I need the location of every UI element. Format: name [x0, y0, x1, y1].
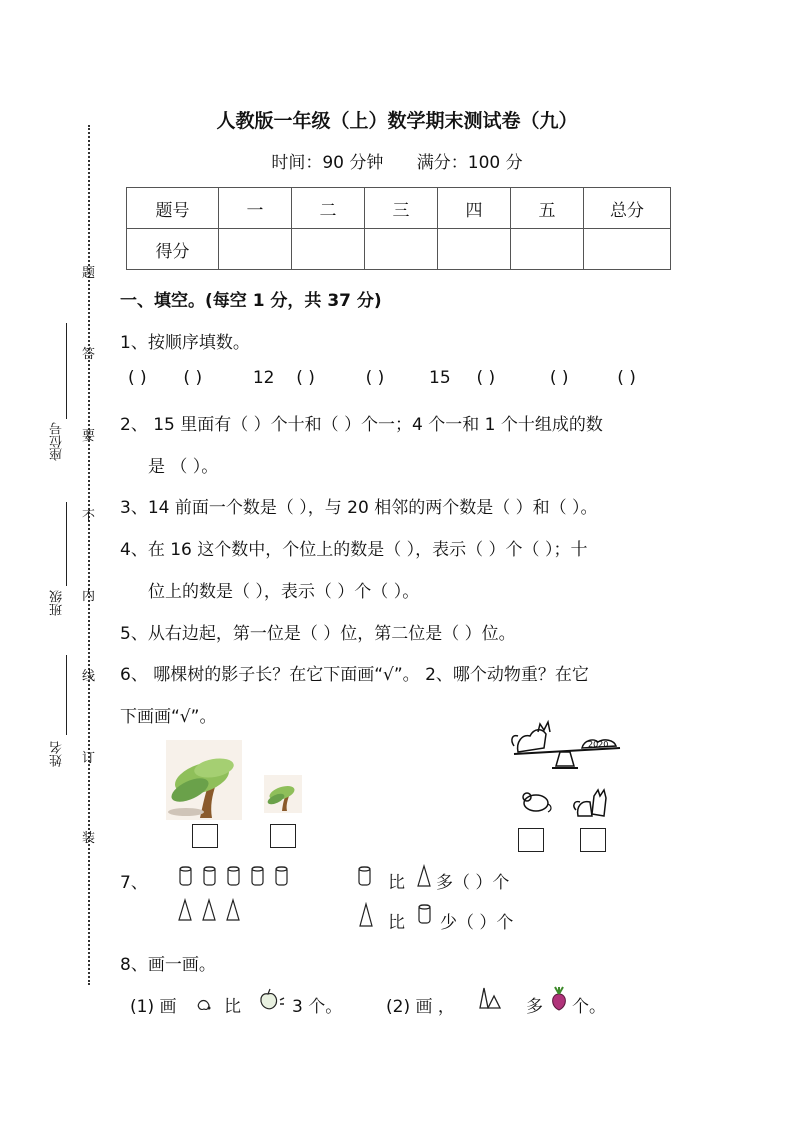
svg-text:2020: 2020	[588, 740, 609, 749]
sequence-number: 15	[429, 368, 451, 388]
sequence-blank: ( )	[476, 368, 496, 388]
sequence-blank: ( )	[549, 368, 569, 388]
binding-char: 内	[82, 589, 96, 604]
question-7a-tail: 多（ ）个	[436, 873, 510, 893]
binding-char: 订	[82, 751, 96, 766]
class-underline	[66, 502, 67, 586]
radish-icon	[548, 986, 570, 1012]
cone-pair-icon	[478, 986, 502, 1012]
question-1-sequence	[128, 368, 657, 388]
table-header-cell: 总分	[584, 188, 671, 229]
score-cell[interactable]	[584, 229, 671, 270]
name-label: 姓名	[50, 741, 65, 767]
question-8-2-prefix: (2) 画 ，	[386, 997, 455, 1017]
binding-dotted-line	[88, 125, 90, 985]
question-8-1-prefix: (1) 画	[130, 997, 177, 1017]
score-cell[interactable]	[438, 229, 511, 270]
mouse-image	[518, 790, 552, 814]
question-8-2-tail: 多	[526, 997, 543, 1017]
small-tree-image	[264, 775, 302, 813]
cone-icon	[358, 902, 374, 928]
class-label: 班级	[50, 590, 65, 616]
question-2-line-2: 是 （ ）。	[148, 457, 219, 477]
balance-scale-image	[508, 718, 624, 774]
section-heading: 一、填空。(每空 1 分，共 37 分)	[120, 291, 382, 311]
binding-char: 要	[82, 429, 96, 444]
seat-label: 座位号	[50, 422, 65, 461]
table-row-label: 得分	[127, 229, 219, 270]
binding-char: 不	[82, 509, 96, 524]
page-title: 人教版一年级（上）数学期末测试卷（九）	[216, 110, 578, 132]
binding-char: 题	[82, 266, 96, 281]
binding-char: 答	[82, 347, 96, 362]
question-4-line-2: 位上的数是（ ），表示（ ）个（ ）。	[148, 582, 420, 602]
answer-box[interactable]	[580, 828, 606, 852]
question-8-2-end: 个。	[572, 997, 606, 1017]
cylinder-icon	[418, 902, 432, 926]
score-cell[interactable]	[511, 229, 584, 270]
seat-underline	[66, 323, 67, 419]
exam-full-score: 满分：100 分	[416, 153, 523, 173]
cone-icon	[416, 864, 432, 888]
exam-info	[0, 148, 794, 173]
table-header-cell: 三	[365, 188, 438, 229]
table-row	[127, 188, 671, 229]
question-6-line-2: 下画画“√”。	[120, 707, 217, 727]
apple-icon	[258, 988, 292, 1012]
peach-icon	[196, 996, 212, 1012]
question-8-1-tail: 3 个。	[292, 997, 343, 1017]
sequence-blank: ( )	[617, 368, 636, 388]
question-8: 8、画一画。	[120, 955, 216, 975]
cylinder-icon	[358, 864, 372, 888]
cat-image	[572, 786, 612, 818]
question-5: 5、从右边起，第一位是（ ）位，第二位是（ ）位。	[120, 624, 516, 644]
sequence-blank: ( )	[296, 368, 315, 388]
answer-box[interactable]	[192, 824, 218, 848]
question-2-line-1: 2、 15 里面有（ ）个十和（ ）个一；4 个一和 1 个十组成的数	[120, 415, 603, 435]
answer-box[interactable]	[270, 824, 296, 848]
binding-char: 装	[82, 831, 96, 846]
question-8-1-compare: 比	[224, 997, 241, 1017]
big-tree-image	[166, 740, 242, 820]
sequence-blank: ( )	[365, 368, 385, 388]
score-cell[interactable]	[365, 229, 438, 270]
question-7b-compare: 比	[388, 913, 405, 933]
sequence-blank: ( )	[128, 368, 147, 388]
table-header-cell: 一	[219, 188, 292, 229]
question-7-number: 7、	[120, 873, 148, 893]
question-1: 1、按顺序填数。	[120, 333, 250, 353]
table-row	[127, 229, 671, 270]
question-7a-compare: 比	[388, 873, 405, 893]
cone-row	[176, 898, 246, 924]
question-6-line-1: 6、 哪棵树的影子长？在它下面画“√”。 2、哪个动物重？在它	[120, 665, 589, 685]
table-header-cell: 四	[438, 188, 511, 229]
exam-time: 时间：90 分钟	[271, 153, 384, 173]
score-table	[126, 187, 671, 270]
cylinder-row	[178, 864, 294, 888]
table-header-cell: 五	[511, 188, 584, 229]
name-underline	[66, 655, 67, 735]
score-cell[interactable]	[292, 229, 365, 270]
question-3: 3、14 前面一个数是（ ），与 20 相邻的两个数是（ ）和（ ）。	[120, 498, 598, 518]
answer-box[interactable]	[518, 828, 544, 852]
score-cell[interactable]	[219, 229, 292, 270]
sequence-number: 12	[252, 368, 275, 388]
table-header-cell: 二	[292, 188, 365, 229]
question-4-line-1: 4、在 16 这个数中，个位上的数是（ ），表示（ ）个（ ）；十	[120, 540, 588, 560]
table-header-cell: 题号	[127, 188, 219, 229]
binding-char: 线	[82, 669, 96, 684]
sequence-blank: ( )	[183, 368, 203, 388]
question-7b-tail: 少（ ）个	[440, 913, 514, 933]
